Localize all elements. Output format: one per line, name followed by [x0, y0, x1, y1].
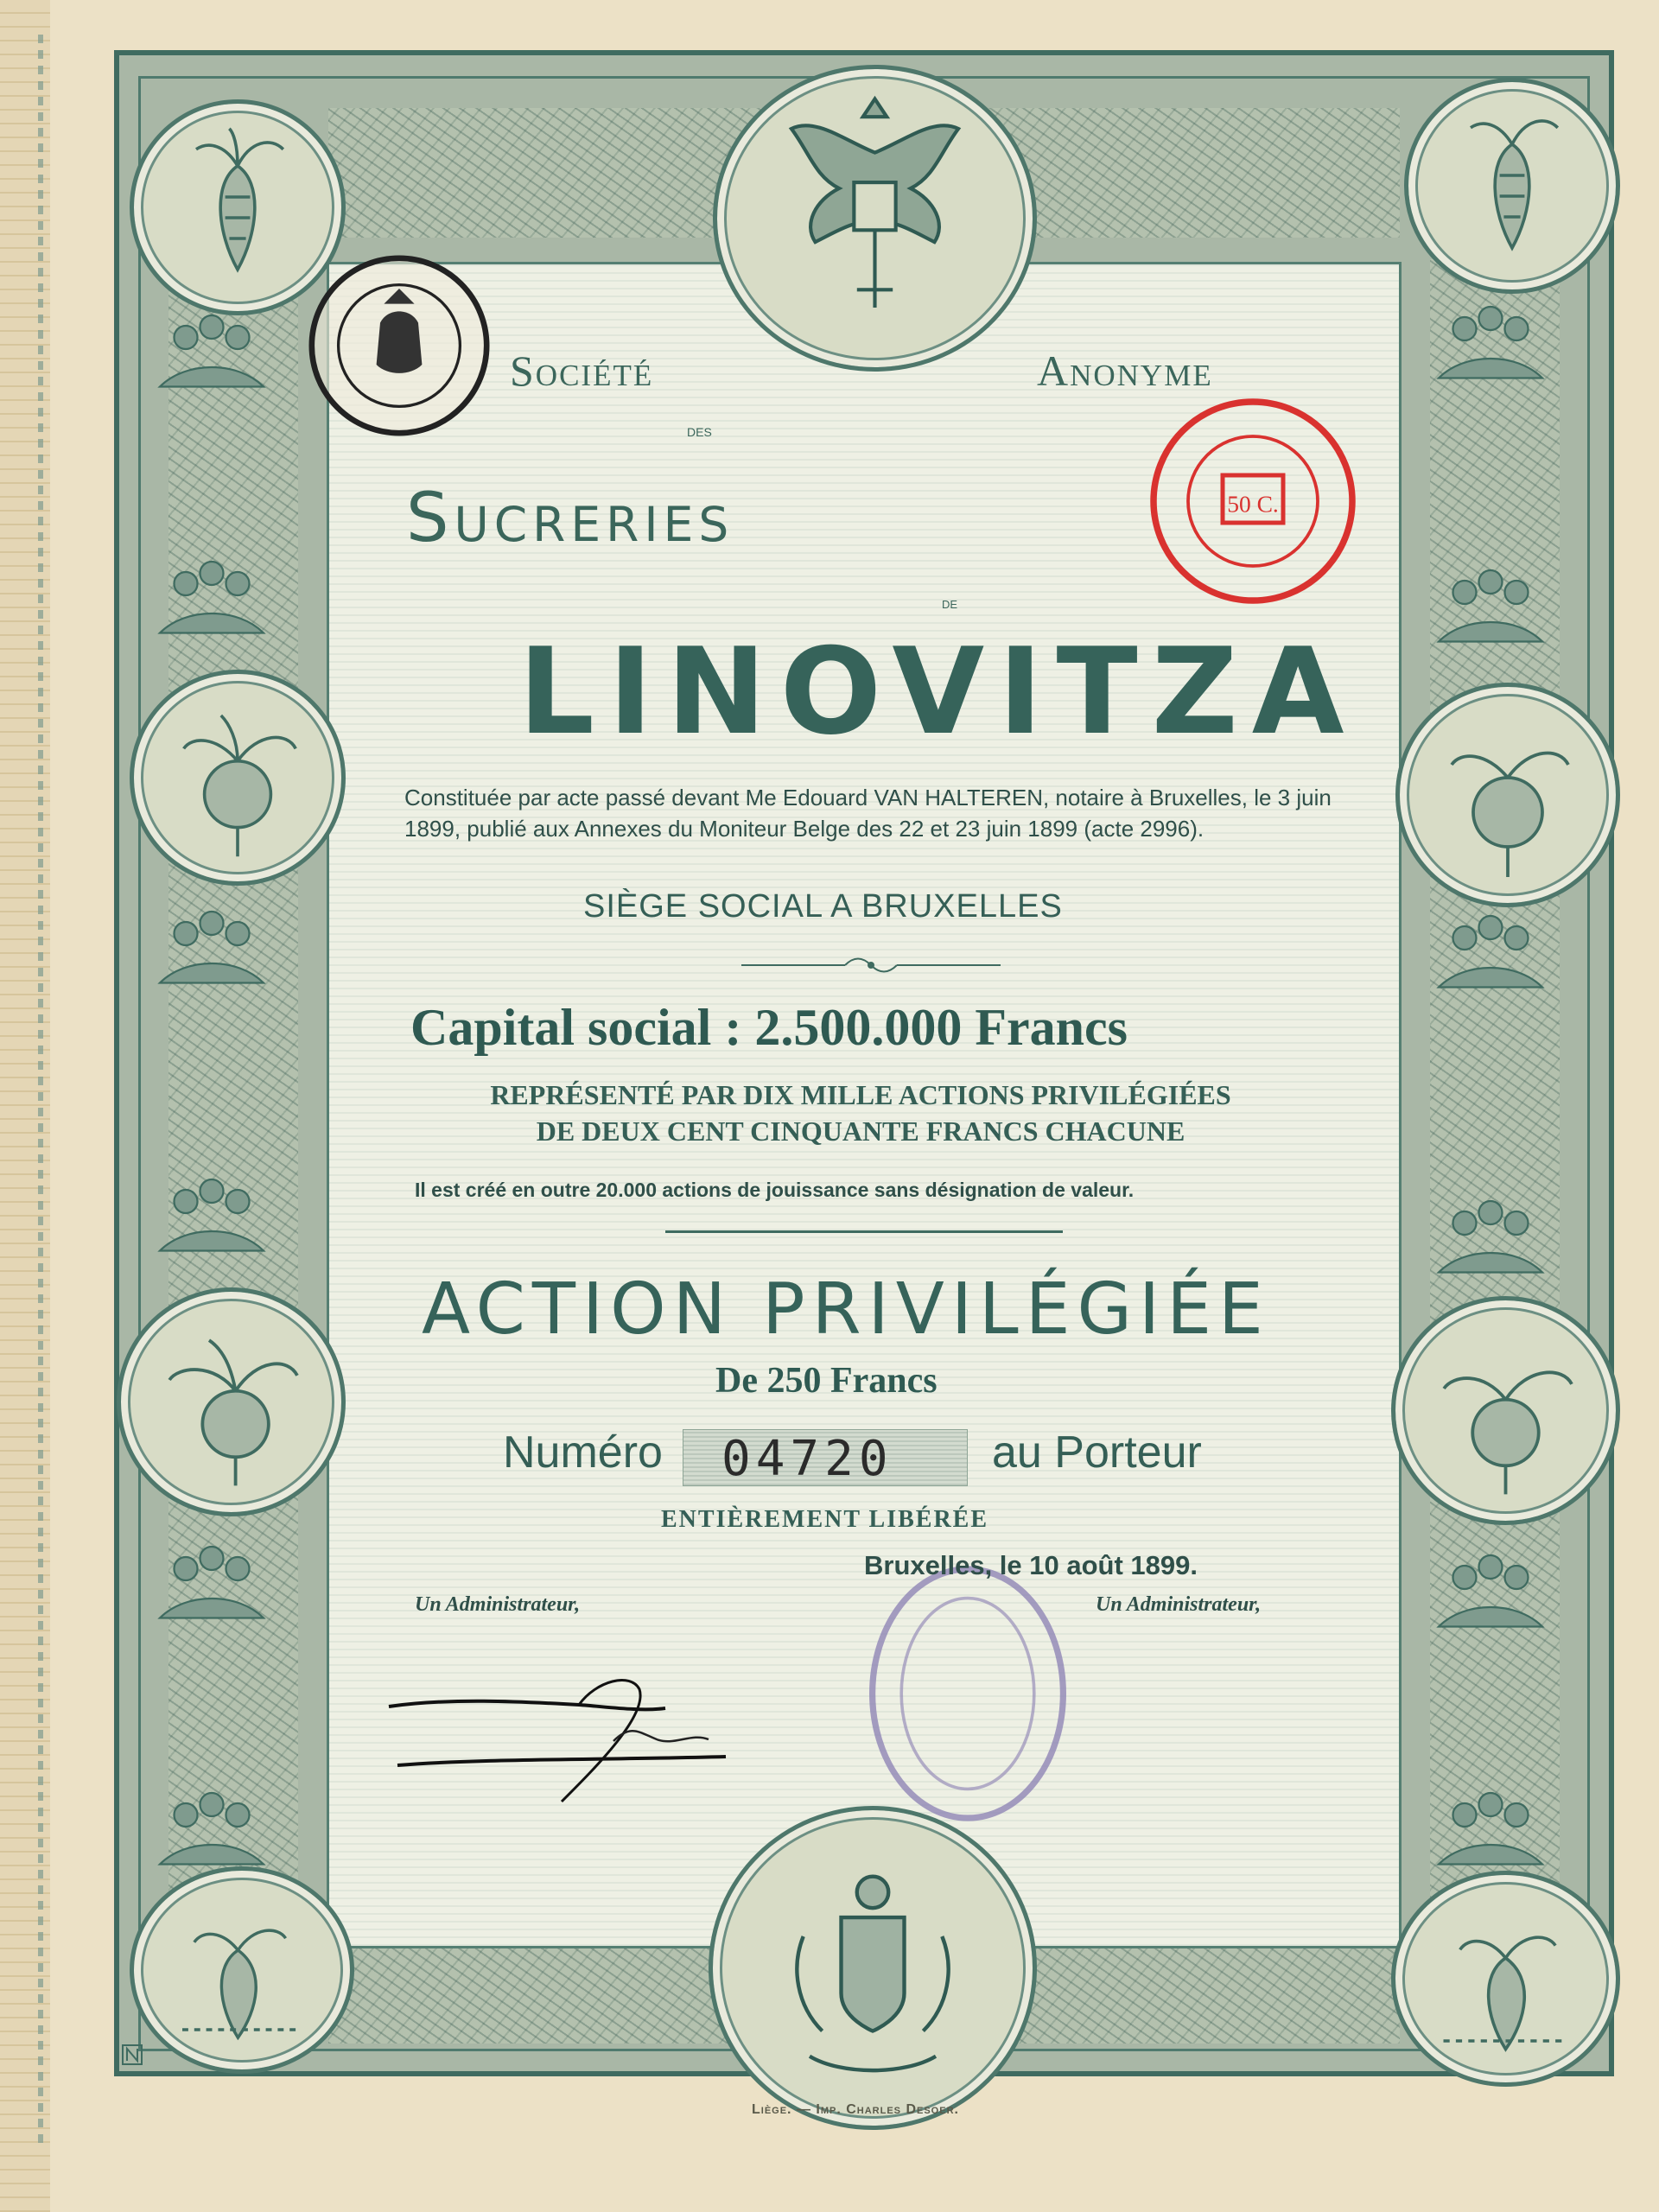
company-name-heading: LINOVITZA	[518, 622, 1358, 761]
sucreries-heading: Sucreries	[406, 480, 734, 557]
sugar-beet-medallion-left-2	[130, 670, 346, 886]
incorporation-paragraph: Constituée par acte passé devant Me Edouard VAN HALTEREN, notaire à Bruxelles, le 3 juin 1899, publié aux Annexes du Moniteur Belge des 22 et 23 juin 1899 (acte 2996).	[404, 785, 1332, 842]
sugar-beet-medallion-bottom-right	[1391, 1871, 1620, 2087]
thistle-ornament-right-6	[1426, 1784, 1555, 1879]
sugar-beet-medallion-left-3	[117, 1287, 346, 1516]
registered-office-line: SIÈGE SOCIAL A BRUXELLES	[583, 888, 1063, 925]
capital-social-line: Capital social : 2.500.000 Francs	[410, 999, 1128, 1056]
shares-represented-line-1: REPRÉSENTÉ PAR DIX MILLE ACTIONS PRIVILÉGIÉES	[490, 1079, 1231, 1110]
red-tax-stamp	[1145, 393, 1361, 609]
sugar-beet-medallion-top-right	[1404, 78, 1620, 294]
sugar-beet-medallion-bottom-left	[130, 1866, 354, 2074]
double-headed-eagle-emblem	[713, 65, 1037, 372]
sugar-beet-medallion-right-3	[1391, 1296, 1620, 1525]
share-type-heading: ACTION PRIVILÉGIÉE	[422, 1268, 1270, 1351]
thistle-ornament-left-6	[147, 1784, 276, 1879]
jouissance-shares-note: Il est créé en outre 20.000 actions de jouissance sans désignation de valeur.	[415, 1179, 1135, 1201]
administrator-right-label: Un Administrateur,	[1096, 1593, 1262, 1616]
purple-oval-stamp	[864, 1555, 1071, 1832]
share-number-value: 04720	[721, 1431, 893, 1487]
shares-represented-block	[480, 1077, 1241, 1149]
administrator-signature	[380, 1663, 743, 1810]
thistle-ornament-right-4	[1426, 1192, 1555, 1287]
fully-paid-label: ENTIÈREMENT LIBÉRÉE	[661, 1506, 989, 1533]
thistle-ornament-left-3	[147, 903, 276, 998]
numero-label: Numéro	[503, 1427, 663, 1478]
thistle-ornament-left-4	[147, 1171, 276, 1266]
horizontal-rule	[665, 1230, 1063, 1233]
printer-imprint: Liège. — Imp. Charles Desoer.	[752, 2102, 959, 2117]
thistle-ornament-right-2	[1426, 562, 1555, 657]
des-label: des	[687, 422, 712, 441]
guilloche-pattern-left	[168, 259, 298, 1944]
thistle-ornament-left-2	[147, 553, 276, 648]
belgian-coat-of-arms-emblem	[709, 1806, 1037, 2130]
thistle-ornament-left-1	[147, 307, 276, 402]
thistle-ornament-left-5	[147, 1538, 276, 1633]
societe-label: Société	[510, 346, 654, 395]
bearer-label: au Porteur	[992, 1427, 1202, 1478]
thistle-ornament-right-5	[1426, 1547, 1555, 1642]
administrator-left-label: Un Administrateur,	[415, 1593, 581, 1616]
de-label: de	[942, 594, 958, 612]
decorative-divider-flourish	[741, 952, 1001, 978]
svg-text:50 C.: 50 C.	[1227, 490, 1279, 518]
black-tax-stamp	[304, 251, 494, 441]
issue-date-line: Bruxelles, le 10 août 1899.	[864, 1550, 1198, 1580]
thistle-ornament-right-3	[1426, 907, 1555, 1002]
anonyme-label: Anonyme	[1037, 346, 1213, 395]
thistle-ornament-right-1	[1426, 298, 1555, 393]
paper-edge-ornament	[38, 35, 43, 2143]
share-value-line: De 250 Francs	[715, 1361, 938, 1401]
printer-mark-icon	[121, 2044, 143, 2066]
shares-represented-line-2: DE DEUX CENT CINQUANTE FRANCS CHACUNE	[536, 1116, 1185, 1147]
guilloche-pattern-right	[1430, 259, 1560, 1944]
sugar-beet-medallion-right-2	[1395, 683, 1620, 907]
